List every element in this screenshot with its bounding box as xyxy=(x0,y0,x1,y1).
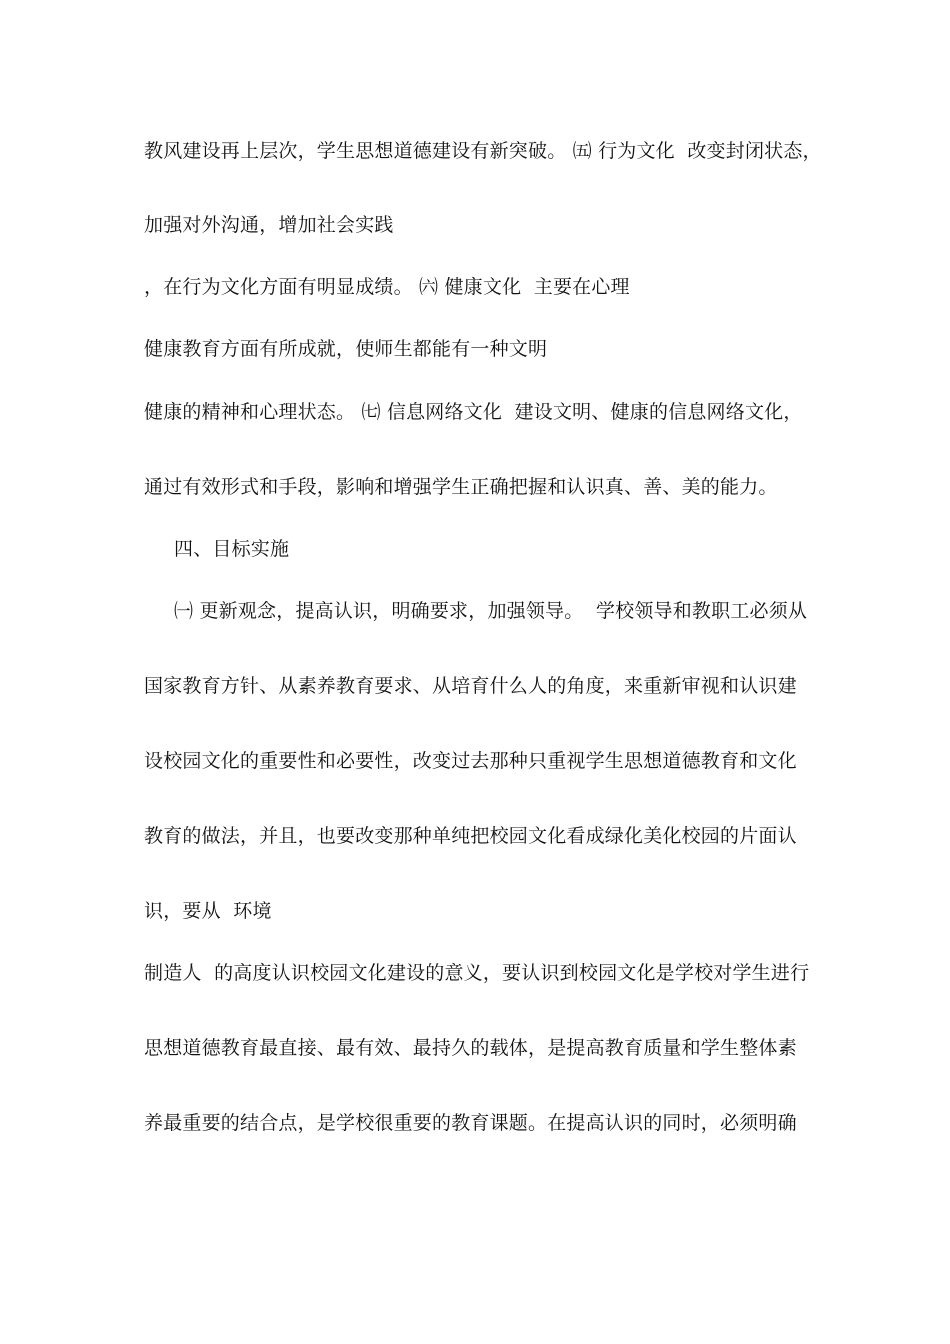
text-line: ，在行为文化方面有明显成绩。 ㈥ 健康文化 主要在心理 xyxy=(144,276,630,298)
text-line: 制造人 的高度认识校园文化建设的意义，要认识到校园文化是学校对学生进行 xyxy=(144,962,810,984)
text-line: ㈠ 更新观念，提高认识，明确要求，加强领导。 学校领导和教职工必须从 xyxy=(174,600,808,622)
text-line: 健康的精神和心理状态。 ㈦ 信息网络文化 建设文明、健康的信息网络文化， xyxy=(144,401,803,423)
text-line: 教育的做法，并且，也要改变那种单纯把校园文化看成绿化美化校园的片面认 xyxy=(144,825,797,847)
text-line: 国家教育方针、从素养教育要求、从培育什么人的角度，来重新审视和认识建 xyxy=(144,675,797,697)
text-line: 通过有效形式和手段，影响和增强学生正确把握和认识真、善、美的能力。 xyxy=(144,476,778,498)
text-line: 思想道德教育最直接、最有效、最持久的载体，是提高教育质量和学生整体素 xyxy=(144,1037,797,1059)
text-line: 养最重要的结合点，是学校很重要的教育课题。在提高认识的同时，必须明确 xyxy=(144,1112,797,1134)
text-line: 识，要从 环境 xyxy=(144,900,272,922)
text-line: 加强对外沟通，增加社会实践 xyxy=(144,214,394,236)
text-line: 健康教育方面有所成就，使师生都能有一种文明 xyxy=(144,338,548,360)
text-line: 设校园文化的重要性和必要性，改变过去那种只重视学生思想道德教育和文化 xyxy=(144,750,797,772)
text-line: 教风建设再上层次，学生思想道德建设有新突破。 ㈤ 行为文化 改变封闭状态， xyxy=(144,140,822,162)
section-heading: 四、目标实施 xyxy=(174,538,290,560)
